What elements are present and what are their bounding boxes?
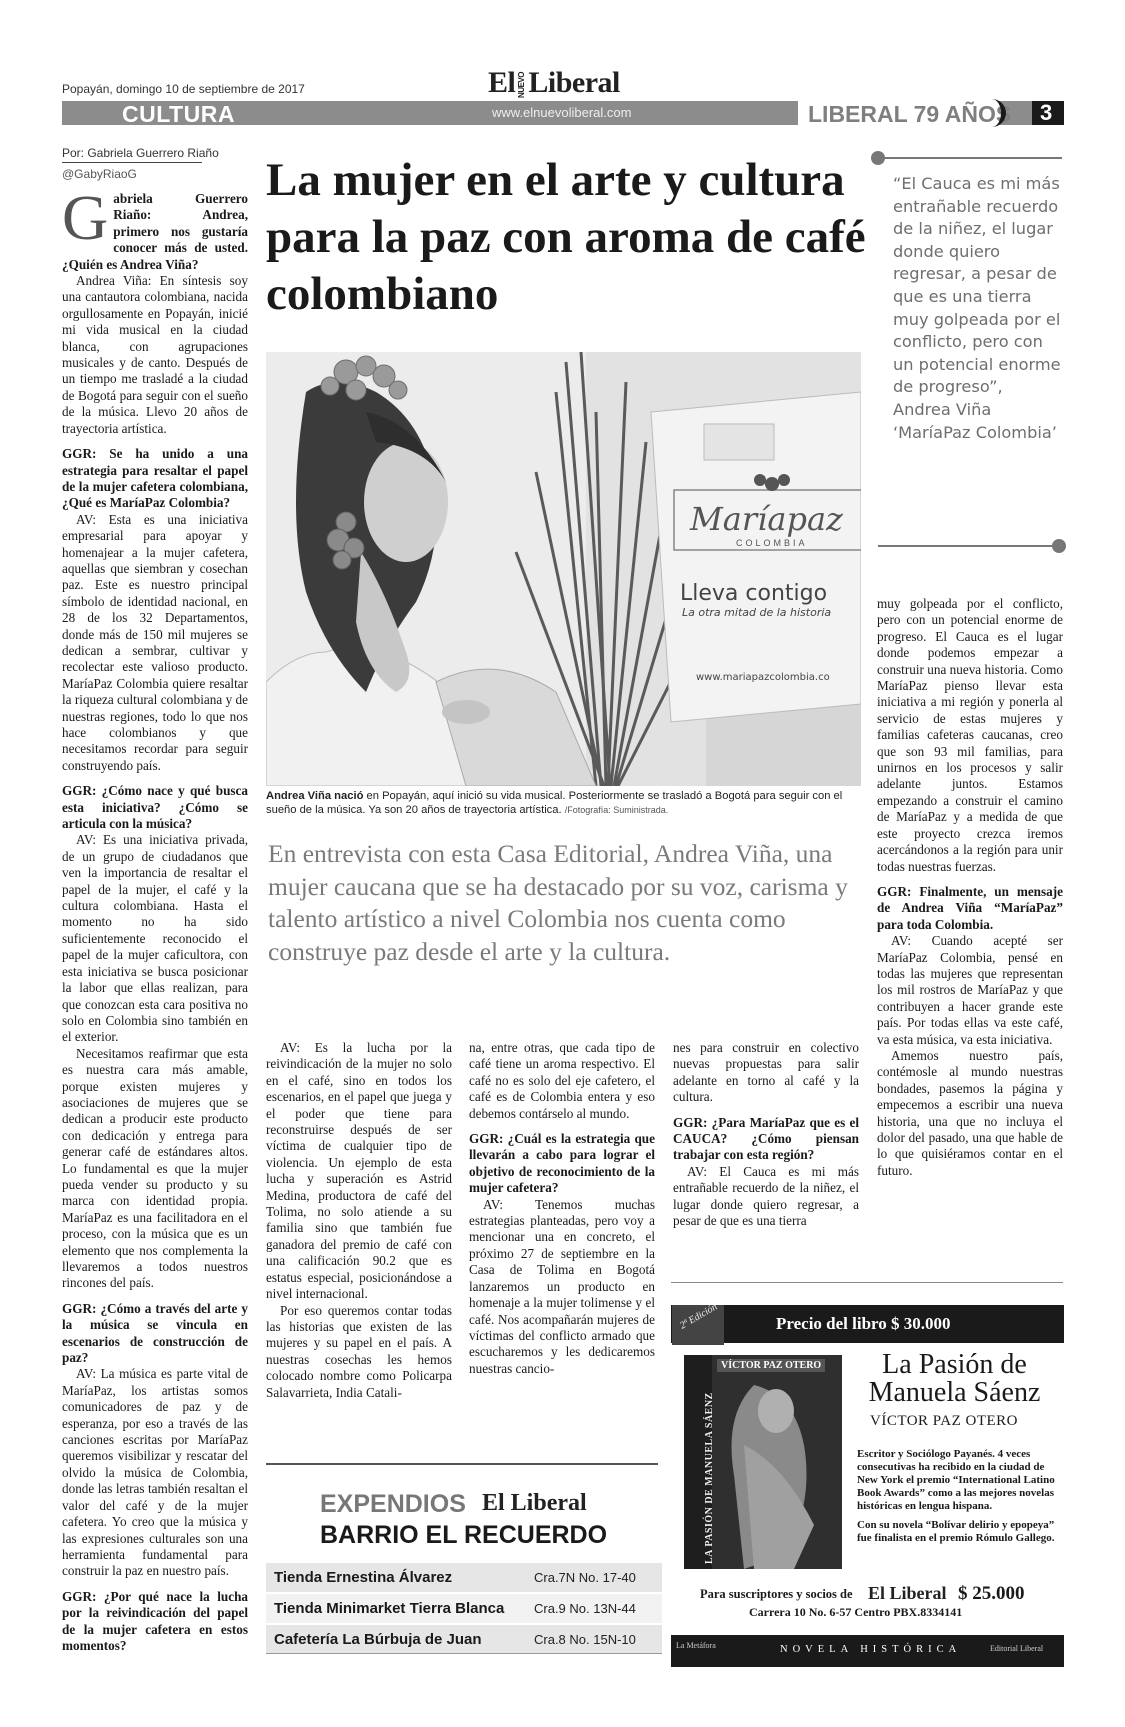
subscriber-text: Para suscriptores y socios de bbox=[700, 1587, 853, 1601]
question: GGR: ¿Cuál es la estrategia que llevarán a cabo para lograr el objetivo de reconocimiento de la mujer cafetera? bbox=[469, 1131, 655, 1196]
ad-expendios-bottom-rule bbox=[266, 1653, 662, 1654]
site-url[interactable]: www.elnuevoliberal.com bbox=[492, 105, 632, 120]
column-4 bbox=[673, 1040, 859, 1229]
paragraph: Andrea Viña: En síntesis soy una cantautora colombiana, nacida orgullosamente en Popayán, inicié mi vida musical en la ciudad blanca, con agrupaciones musicales y de canto. Después de un tiempo me trasladé a la ciudad de Bogotá para seguir con el sueño de la música. Llevo 20 años de trayectoria artística. bbox=[62, 273, 248, 436]
edition-label: 2ª Edición bbox=[678, 1301, 720, 1332]
store-row bbox=[266, 1625, 662, 1654]
paragraph: na, entre otras, que cada tipo de café tiene un aroma respectivo. El café no es solo del eje cafetero, el café es de Colombia entera y eso debemos contárselo al mundo. bbox=[469, 1040, 655, 1121]
ad-book-rule bbox=[671, 1282, 1063, 1283]
paragraph: AV: Esta es una iniciativa empresarial para apoyar y homenajear a la mujer cafetera, aquellas que siembran y cosechan paz. Este es nuestro principal símbolo de identidad nacional, en 28 de los 32 Departamentos, donde más de 150 mil mujeres se dedican a sembrar, cultivar y recolectar este valioso producto. MaríaPaz Colombia quiere resaltar la riqueza cultural colombiana y de nuestras regiones, todo lo que nos hace colombianos y que necesitamos recordar para seguir construyendo país. bbox=[62, 511, 248, 773]
logo-liberal: Liberal bbox=[528, 66, 620, 99]
paragraph: Necesitamos reafirmar que esta es nuestra cara más amable, porque existen mujeres y asociaciones de mujeres que se dedican a producir este producto con dedicación y entrega para generar café de estándares altos. Lo fundamental es que la mujer pueda vender su producto y su marca con identidad propia. MaríaPaz es una facilitadora en el proceso, con la música que es un elemento que nos complementa la llevaremos a todos nuestros rincones del país. bbox=[62, 1045, 248, 1291]
caption-text: en Popayán, aquí inició su vida musical. Posteriormente se trasladó a Bogotá para seguir con el sueño de la música. Ya son 20 años de trayectoria artística. bbox=[266, 790, 843, 816]
book-title: La Pasión de Manuela Sáenz bbox=[868, 1349, 1041, 1408]
article-deck: En entrevista con esta Casa Editorial, Andrea Viña, una mujer caucana que se ha destacado por su voz, carisma y talento artístico a nivel Colombia nos cuenta como construye paz desde el arte y la cultura. bbox=[268, 839, 848, 966]
cover-title: LA PASIÓN DE MANUELA SÁENZ bbox=[704, 1392, 715, 1564]
paragraph: AV: La música es parte vital de MaríaPaz, los artistas somos comunicadores de paz y de esperanza, por eso a través de las canciones escritas por MaríaPaz queremos visibilizar y rescatar del olvido la música de Colombia, donde las letras también resaltan el valor del café y de la mujer cafetera. Yo creo que la música y las expresiones culturales son una herramienta fundamental para construir la paz en nuestro país. bbox=[62, 1366, 248, 1579]
store-address: Cra.8 No. 15N-10 bbox=[534, 1632, 636, 1647]
paragraph: nes para construir en colectivo nuevas propuestas para salir adelante en torno al café y la cultura. bbox=[673, 1040, 859, 1105]
book-author: VÍCTOR PAZ OTERO bbox=[870, 1413, 1019, 1429]
logo-el: El bbox=[488, 66, 516, 99]
pull-quote: “El Cauca es mi más entrañable recuerdo de la niñez, el lugar donde quiero regresar, a pesar de que es una tierra muy golpeada por el conflicto, pero con un potencial enorme de progreso”, Andrea Viña ‘MaríaPaz Colombia’ bbox=[893, 174, 1061, 442]
masthead-logo bbox=[488, 66, 620, 100]
author-handle[interactable]: @GabyRiaoG bbox=[62, 167, 137, 181]
column-5 bbox=[877, 596, 1063, 1179]
question: GGR: Se ha unido a una estrategia para resaltar el papel de la mujer cafetera colombiana, ¿Qué es MaríaPaz Colombia? bbox=[62, 446, 248, 511]
paragraph: Amemos nuestro país, contémosle al mundo nuestras bondades, pasemos la página y empecemos a escribir una nueva historia, una que no incluya el dolor del pasado, una que hable de lo que quisiéramos contar en el futuro. bbox=[877, 1047, 1063, 1178]
ad-expendios-logo: El Liberal bbox=[482, 1490, 587, 1516]
section-label: CULTURA bbox=[122, 101, 235, 127]
author-bio-2: Con su novela “Bolívar delirio y epopeya” fue finalista en el premio Rómulo Gallego. bbox=[857, 1519, 1055, 1544]
bag-slogan: Lleva contigo bbox=[680, 581, 828, 606]
paragraph: AV: Es la lucha por la reivindicación de la mujer no solo en el café, sino en todos los escenarios, en el papel que juega y el poder que tiene para reconstruirse después de ser víctima de cualquier tipo de violencia. Un ejemplo de esta lucha y superación es Astrid Medina, productora de café del Tolima, no solo atiende a su familia sino que también fue ganadora del premio de café con una calificación 90.2 que es estatus especial, posicionándose a nivel internacional. bbox=[266, 1040, 452, 1302]
store-name: Tienda Ernestina Álvarez bbox=[274, 1569, 453, 1586]
book-price: Precio del libro $ 30.000 bbox=[776, 1314, 951, 1333]
headline: La mujer en el arte y cultura para la paz con aroma de café colombiano bbox=[266, 154, 866, 320]
ad-address: Carrera 10 No. 6-57 Centro PBX.8334141 bbox=[749, 1605, 963, 1619]
publisher-logo: La Metáfora bbox=[676, 1641, 716, 1650]
genre-label: NOVELA HISTÓRICA bbox=[780, 1644, 962, 1655]
store-row bbox=[266, 1594, 662, 1623]
author-bio bbox=[857, 1448, 1057, 1545]
question: GGR: ¿Por qué nace la lucha por la reivindicación del papel de la mujer cafetera en estos momentos? bbox=[62, 1588, 248, 1653]
paragraph: AV: El Cauca es mi más entrañable recuerdo de la niñez, el lugar donde quiero regresar, a pesar de que es una tierra bbox=[673, 1163, 859, 1229]
paragraph: AV: Cuando acepté ser MaríaPaz Colombia, pensé en todas las mujeres que representan los mil rostros de MaríaPaz y que contribuyen a hacer grande este país. Por todas ellas va este café, va esta música, va esta iniciativa. bbox=[877, 933, 1063, 1047]
bag-tagline: La otra mitad de la historia bbox=[682, 606, 832, 619]
store-list bbox=[266, 1563, 662, 1656]
ad-expendios-title: EXPENDIOS bbox=[320, 1490, 466, 1518]
paragraph: AV: Es una iniciativa privada, de un grupo de ciudadanos que ven la importancia de resaltar el papel de la mujer, el café y la cultura colombiana. Hasta el momento no ha sido suficientemente reconocido el papel de la mujer caficultora, con esta iniciativa se busca posicionar la labor que ellas realizan, para que conozcan esta cara positiva no solo en Colombia sino también en el exterior. bbox=[62, 832, 248, 1045]
column-1 bbox=[62, 182, 248, 1654]
page-number: 3 bbox=[1040, 100, 1053, 125]
pullquote-dot-bottom bbox=[1052, 539, 1066, 553]
question: GGR: ¿Para MaríaPaz que es el CAUCA? ¿Cómo piensan trabajar con esta región? bbox=[673, 1114, 859, 1163]
pullquote-rule-top bbox=[878, 157, 1062, 159]
photo-illustration bbox=[266, 352, 861, 786]
store-address: Cra.9 No. 13N-44 bbox=[534, 1601, 636, 1616]
question: GGR: ¿Cómo a través del arte y la música se vincula en escenarios de construcción de paz? bbox=[62, 1300, 248, 1366]
store-name: Cafetería La Búrbuja de Juan bbox=[274, 1631, 482, 1648]
pullquote-rule-bottom bbox=[878, 545, 1058, 547]
bag-country: COLOMBIA bbox=[736, 538, 808, 548]
store-row bbox=[266, 1563, 662, 1592]
caption-credit: /Fotografía: Suministrada. bbox=[564, 804, 669, 815]
article-photo bbox=[266, 352, 861, 786]
drop-cap: G bbox=[62, 182, 109, 253]
ad-expendios-subtitle: BARRIO EL RECUERDO bbox=[320, 1521, 608, 1549]
subscriber-price: $ 25.000 bbox=[958, 1583, 1025, 1604]
byline: Por: Gabriela Guerrero Riaño bbox=[62, 146, 219, 160]
question: GGR: Finalmente, un mensaje de Andrea Viña “MaríaPaz” para toda Colombia. bbox=[877, 883, 1063, 932]
paragraph: AV: Tenemos muchas estrategias planteadas, pero voy a mencionar una en concreto, el próximo 27 de septiembre en la Casa de Tolima en Bogotá lanzaremos un producto en homenaje a la mujer tolimense y el café. Nos acompañarán mujeres de víctimas del conflicto armado que escucharemos y les dedicaremos nuestras cancio- bbox=[469, 1196, 655, 1376]
subscriber-logo: El Liberal bbox=[868, 1583, 947, 1603]
photo-caption bbox=[266, 790, 861, 817]
issue-date: Popayán, domingo 10 de septiembre de 2017 bbox=[62, 82, 305, 96]
paragraph: muy golpeada por el conflicto, pero con un potencial enorme de progreso. El Cauca es el lugar donde podemos empezar a construir una nueva historia. Como MaríaPaz pienso llevar esta iniciativa a mi región y ponerla al servicio de estas mujeres y familias cafeteras caucanas, creo que son 93 mil familias, para unirnos en los procesos y salir adelante juntos. Estamos empezando a construir el camino de MaríaPaz y a medida de que este proyecto crezca iremos acercándonos a la región para unir todas nuestras fuerzas. bbox=[877, 596, 1063, 874]
paragraph: Por eso queremos contar todas las historias que existen de las mujeres y su papel en el país. A nuestras cosechas les hemos colocado nombre como Policarpa Salavarrieta, India Catali- bbox=[266, 1302, 452, 1400]
question: GGR: ¿Cómo nace y qué busca esta iniciativa? ¿Cómo se articula con la música? bbox=[62, 783, 248, 832]
ad-expendios-rule bbox=[266, 1463, 658, 1465]
column-3 bbox=[469, 1040, 655, 1377]
byline-rule bbox=[62, 162, 202, 163]
logo-nuevo: NUEVO bbox=[517, 72, 527, 99]
caption-lead: Andrea Viña nació bbox=[266, 790, 364, 802]
lead-question: abriela Guerrero Riaño: Andrea, primero nos gustaría conocer más de usted. ¿Quién es Andrea Viña? bbox=[62, 191, 248, 272]
anniversary-label: LIBERAL 79 AÑOS bbox=[808, 101, 1012, 127]
cover-author: VÍCTOR PAZ OTERO bbox=[717, 1359, 825, 1372]
publisher-logo-2: Editorial Liberal bbox=[990, 1644, 1044, 1653]
bag-brand: Maríapaz bbox=[690, 500, 843, 538]
store-address: Cra.7N No. 17-40 bbox=[534, 1570, 636, 1585]
bag-url: www.mariapazcolombia.co bbox=[696, 672, 830, 683]
author-bio-1: Escritor y Sociólogo Payanés. 4 veces consecutivas ha recibido en la ciudad de New York el premio “International Latino Book Awards” como a las mejores novelas históricas en lengua hispana. bbox=[857, 1448, 1055, 1512]
column-2 bbox=[266, 1040, 452, 1401]
store-name: Tienda Minimarket Tierra Blanca bbox=[274, 1600, 505, 1617]
